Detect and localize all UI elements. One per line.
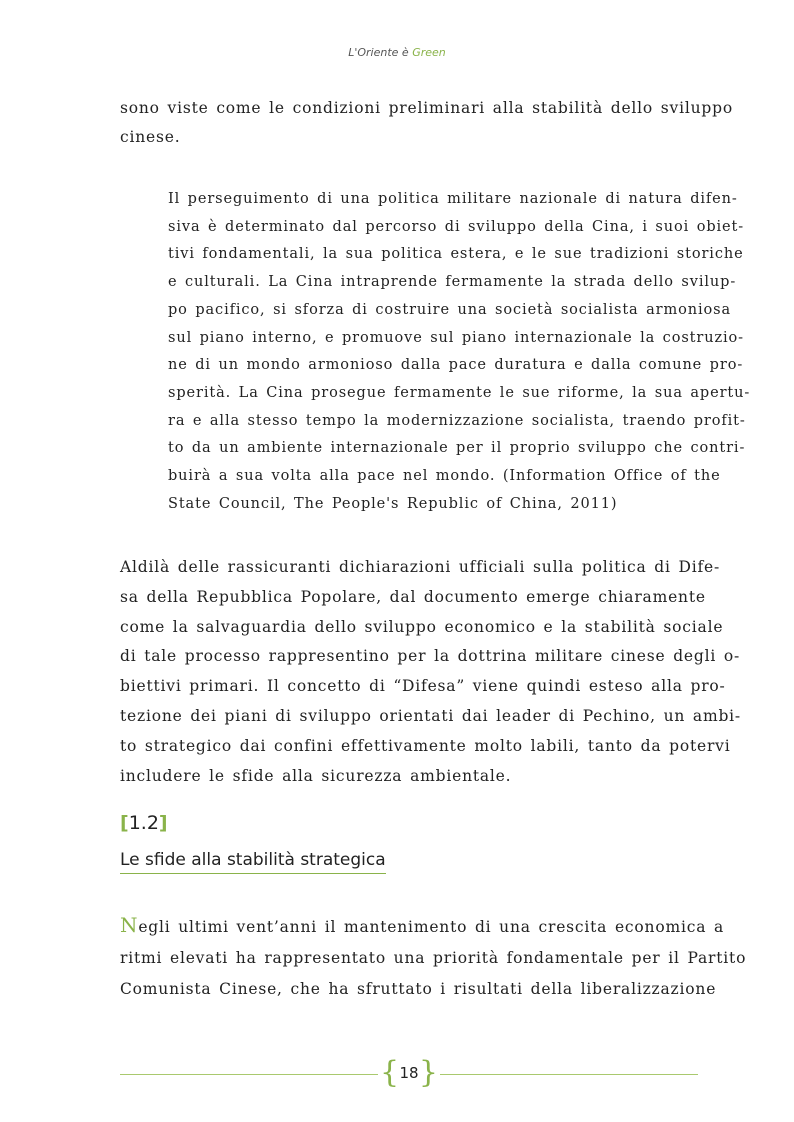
text-line: sono viste come le condizioni preliminari alla stabilità dello sviluppo — [120, 99, 733, 117]
section-bracket-open: [ — [120, 812, 129, 834]
quote-line: tivi fondamentali, la sua politica estera, e le sue tradizioni storiche — [168, 246, 744, 263]
paragraph-3 — [120, 910, 747, 1005]
paragraph-2 — [120, 553, 741, 791]
text-line: come la salvaguardia dello sviluppo economico e la stabilità sociale — [120, 617, 724, 636]
text-line: Comunista Cinese, che ha sfruttato i risultati della liberalizzazione — [120, 980, 717, 998]
text-line: cinese. — [120, 128, 181, 146]
page-number-box — [378, 1056, 440, 1092]
brace-right: } — [418, 1055, 438, 1090]
quote-line: e culturali. La Cina intraprende fermamente la strada dello svilup- — [168, 274, 737, 291]
page-number: 18 — [399, 1064, 419, 1082]
quote-line: ne di un mondo armonioso dalla pace duratura e dalla comune pro- — [168, 357, 744, 374]
paragraph-1 — [120, 94, 733, 152]
section-title: Le sfide alla stabilità strategica — [120, 850, 386, 874]
quote-line: siva è determinato dal percorso di sviluppo della Cina, i suoi obiet- — [168, 218, 745, 235]
running-header — [0, 46, 794, 59]
quote-line: buirà a sua volta alla pace nel mondo. (Information Office of the — [168, 468, 721, 485]
brace-left: { — [380, 1055, 400, 1090]
quote-line: ra e alla stesso tempo la modernizzazione socialista, traendo profit- — [168, 412, 746, 429]
section-number — [120, 812, 168, 834]
quote-line: sperità. La Cina prosegue fermamente le sue riforme, la sua apertu- — [168, 384, 751, 401]
running-header-title: L'Oriente è — [348, 46, 413, 59]
quote-line: State Council, The People's Republic of China, 2011) — [168, 495, 618, 512]
text-line: Aldilà delle rassicuranti dichiarazioni ufficiali sulla politica di Dife- — [120, 558, 720, 576]
footer-rule-left — [120, 1074, 378, 1075]
text-line: biettivi primari. Il concetto di “Difesa” viene quindi esteso alla pro- — [120, 677, 726, 696]
quote-line: sul piano interno, e promuove sul piano internazionale la costruzio- — [168, 329, 744, 346]
running-header-accent: Green — [412, 46, 446, 59]
first-line-text: egli ultimi vent’anni il mantenimento di una crescita economica a — [138, 918, 724, 936]
section-number-value: 1.2 — [128, 812, 159, 834]
block-quote — [168, 186, 751, 518]
quote-line: to da un ambiente internazionale per il proprio sviluppo che contri- — [168, 440, 746, 457]
text-line: includere le sfide alla sicurezza ambientale. — [120, 766, 512, 785]
section-bracket-close: ] — [158, 812, 168, 834]
quote-line: po pacifico, si sforza di costruire una società socialista armoniosa — [168, 301, 732, 318]
text-line: tezione dei piani di sviluppo orientati dai leader di Pechino, un ambi- — [120, 706, 741, 725]
footer-rule-right — [440, 1074, 698, 1075]
text-line: di tale processo rappresentino per la dottrina militare cinese degli o- — [120, 647, 741, 666]
quote-line: Il perseguimento di una politica militare nazionale di natura difen- — [168, 191, 738, 207]
drop-cap: N — [120, 913, 139, 937]
text-line: ritmi elevati ha rappresentato una priorità fondamentale per il Partito — [120, 949, 747, 967]
text-line: to strategico dai confini effettivamente molto labili, tanto da potervi — [120, 736, 731, 755]
text-line: sa della Repubblica Popolare, dal documento emerge chiaramente — [120, 587, 706, 606]
text-line — [120, 910, 724, 943]
